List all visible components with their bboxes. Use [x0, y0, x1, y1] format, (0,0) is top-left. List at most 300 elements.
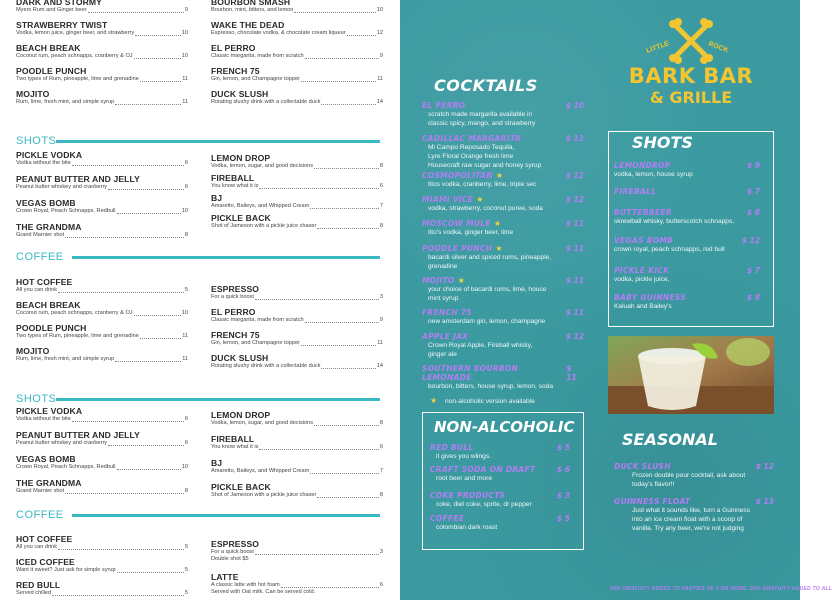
item-price: 11 — [377, 340, 383, 346]
shot-desc: crown royal, peach schnapps, red bull — [614, 246, 725, 253]
item-desc: Vodka, lemon, sugar, and good decisions — [211, 163, 314, 169]
item-price: 7 — [379, 468, 383, 474]
item-name: VEGAS BOMB — [16, 454, 76, 464]
item-desc-row — [16, 416, 188, 423]
seasonal-header — [614, 462, 774, 471]
cocktail-name-wrap — [422, 219, 501, 228]
item-name: DUCK SLUSH — [211, 89, 269, 99]
item-name: DARK AND STORMY — [16, 0, 103, 7]
cocktail-name-wrap — [422, 195, 484, 204]
menu-item — [211, 173, 383, 190]
item-desc-row — [211, 30, 383, 37]
item-name: HOT COFFEE — [16, 277, 73, 287]
shot-name: FIREBALL — [614, 187, 657, 196]
cocktail-header — [422, 195, 584, 204]
item-desc: All you can drink — [16, 544, 58, 550]
item-name: ESPRESSO — [211, 284, 260, 294]
dot-leader — [52, 595, 184, 596]
shot-item — [614, 187, 760, 196]
crossed-bones-icon — [626, 18, 756, 68]
item-name: BJ — [211, 458, 223, 468]
dot-leader — [317, 497, 378, 498]
cocktail-desc: bacardi silver and spiced rums, pineapple, — [428, 254, 552, 261]
cocktail-header — [422, 171, 584, 180]
menu-item — [211, 458, 383, 475]
item-desc: Crown Royal, Peach Schnapps, Redbull — [16, 208, 116, 214]
dot-leader — [117, 572, 184, 573]
dot-leader — [310, 208, 379, 209]
cocktail-desc: titos vodka, cranberry, lime, triple sec — [428, 181, 537, 188]
cocktail-name-wrap — [422, 364, 566, 382]
item-desc: Coconut rum, peach schnapps, cranberry & OJ — [16, 310, 133, 316]
item-desc: Myers Rum and Ginger beer — [16, 7, 87, 13]
item-name: ESPRESSO — [211, 539, 260, 549]
item-name: BEACH BREAK — [16, 43, 81, 53]
non-alcoholic-note — [430, 396, 535, 405]
shot-price: $ 8 — [746, 208, 760, 217]
item-price: 9 — [184, 7, 188, 13]
item-desc: Shot of Jameson with a pickle juice chaser — [211, 223, 317, 229]
seasonal-desc: vanilla. Try any beer, we're not judging — [632, 525, 744, 532]
dot-leader — [108, 445, 184, 446]
dot-leader — [305, 58, 379, 59]
dot-leader — [259, 449, 379, 450]
item-desc-row — [211, 163, 383, 170]
item-desc-row — [16, 7, 188, 14]
cocktail-header — [422, 332, 584, 341]
item-desc: You know what it is — [211, 444, 259, 450]
dot-leader — [321, 104, 375, 105]
item-desc-row — [16, 544, 188, 551]
item-desc: Rum, lime, fresh mint, and simple syrup — [16, 99, 115, 105]
item-desc: Classic margarita, made from scratch — [211, 317, 304, 323]
item-price: 5 — [184, 590, 188, 596]
item-price: 8 — [184, 232, 188, 238]
item-desc-row — [211, 183, 383, 190]
shot-item — [614, 208, 760, 226]
item-price: 10 — [181, 53, 188, 59]
section-rule — [72, 514, 380, 517]
seasonal-price: $ 12 — [755, 462, 774, 471]
cocktail-name: POODLE PUNCH — [422, 244, 493, 253]
menu-item — [16, 534, 188, 551]
menu-item — [211, 307, 383, 324]
cocktail-item — [422, 276, 584, 303]
cocktail-price: $ 11 — [565, 276, 584, 285]
menu-item — [211, 0, 383, 14]
item-price: 10 — [181, 30, 188, 36]
item-desc: Vodka without the bite — [16, 160, 71, 166]
item-desc-row — [16, 590, 188, 597]
cocktail-desc: Mi Campo Reposado Tequila, — [428, 144, 515, 151]
menu-item — [16, 454, 188, 471]
item-name: PICKLE BACK — [211, 213, 271, 223]
gratuity-footnote: 20% GRATUITY ADDED TO PARTIES OF 6 OR MORE. 20% GRATUITY ADDED TO ALL — [610, 586, 832, 592]
item-price: 12 — [376, 30, 383, 36]
item-desc: Vodka, lemon, sugar, and good decisions — [211, 420, 314, 426]
right-shots-title: SHOTS — [632, 133, 693, 152]
shot-price: $ 12 — [741, 236, 760, 245]
star-icon: ★ — [473, 195, 484, 204]
cocktail-header — [422, 244, 584, 253]
menu-item — [211, 572, 383, 596]
item-name: HOT COFFEE — [16, 534, 73, 544]
seasonal-name: GUINNESS FLOAT — [614, 497, 691, 506]
non-alcoholic-price: $ 6 — [556, 465, 570, 474]
dot-leader — [301, 345, 376, 346]
menu-item — [211, 434, 383, 451]
item-name: THE GRANDMA — [16, 222, 82, 232]
cocktail-desc: new amsterdam gin, lemon, champagne — [428, 318, 546, 325]
menu-item — [16, 20, 188, 37]
cocktail-price: $ 12 — [565, 195, 584, 204]
dot-leader — [115, 361, 181, 362]
dot-leader — [134, 58, 181, 59]
cocktail-item — [422, 244, 584, 271]
star-icon: ★ — [492, 244, 503, 253]
item-name: PICKLE BACK — [211, 482, 271, 492]
seasonal-name: DUCK SLUSH — [614, 462, 671, 471]
non-alcoholic-price: $ 3 — [556, 491, 570, 500]
dot-leader — [88, 12, 184, 13]
item-desc-row — [16, 232, 188, 239]
star-icon: ★ — [454, 276, 466, 285]
dot-leader — [259, 188, 379, 189]
item-price: 7 — [379, 203, 383, 209]
dot-leader — [135, 35, 181, 36]
cocktail-item — [422, 332, 584, 359]
item-desc: Grand Marnier shot — [16, 232, 65, 238]
cocktail-name: MOSCOW MULE — [422, 219, 491, 228]
menu-item — [211, 539, 383, 563]
cocktails-title: COCKTAILS — [434, 76, 538, 95]
cocktail-name: EL PERRO — [422, 101, 466, 110]
item-desc: Two types of Rum, pineapple, lime and grenadine — [16, 76, 139, 82]
cocktail-desc: scratch made margarita available in — [428, 111, 533, 118]
item-price: 11 — [182, 333, 188, 339]
menu-item — [16, 478, 188, 495]
non-alcoholic-desc: coke, diet coke, sprite, dr pepper — [436, 501, 532, 508]
item-desc-row — [16, 310, 188, 317]
menu-item — [16, 277, 188, 294]
non-alcoholic-desc: root beer and more — [436, 475, 493, 482]
menu-item — [16, 198, 188, 215]
item-desc-row — [211, 363, 383, 370]
cocktail-item — [422, 364, 584, 391]
item-name: MOJITO — [16, 89, 50, 99]
menu-item — [16, 557, 188, 574]
cocktail-price: $ 11 — [565, 244, 584, 253]
item-desc-row — [16, 53, 188, 60]
item-desc-row — [16, 287, 188, 294]
section-title: SHOTS — [16, 393, 57, 405]
seasonal-header — [614, 497, 774, 506]
menu-item — [16, 150, 188, 167]
cocktail-name: MOJITO — [422, 276, 455, 285]
item-desc-row — [211, 340, 383, 347]
dot-leader — [255, 299, 379, 300]
cocktail-item — [422, 134, 584, 170]
menu-item — [211, 153, 383, 170]
cocktail-price: $ 12 — [565, 332, 584, 341]
cocktail-header — [422, 308, 584, 317]
dot-leader — [134, 315, 181, 316]
menu-item — [211, 482, 383, 499]
seasonal-item — [614, 497, 774, 533]
non-alcoholic-item — [430, 465, 570, 483]
cocktail-header — [422, 101, 584, 110]
item-price: 3 — [379, 294, 383, 300]
non-alcoholic-desc: it gives you wiings. — [436, 453, 491, 460]
menu-item — [211, 43, 383, 60]
menu-item — [211, 410, 383, 427]
item-price: 6 — [184, 160, 188, 166]
shot-price: $ 8 — [746, 293, 760, 302]
dot-leader — [255, 554, 379, 555]
bark-bar-logo — [626, 18, 756, 107]
non-alcoholic-header — [430, 514, 570, 523]
cocktail-price: $ 11 — [565, 219, 584, 228]
menu-item — [16, 430, 188, 447]
shot-header — [614, 293, 760, 302]
non-alcoholic-item — [430, 491, 570, 509]
seasonal-price: $ 13 — [755, 497, 774, 506]
item-price: 10 — [376, 7, 383, 13]
dot-leader — [314, 168, 379, 169]
item-price: 6 — [184, 440, 188, 446]
item-desc: Coconut rum, peach schnapps, cranberry & OJ — [16, 53, 133, 59]
item-desc: Shot of Jameson with a pickle juice chaser — [211, 492, 317, 498]
dot-leader — [140, 338, 181, 339]
star-icon: ★ — [490, 219, 502, 228]
item-desc-row — [16, 99, 188, 106]
item-price: 10 — [181, 310, 188, 316]
item-desc: Gin, lemon, and Champagne topper — [211, 340, 300, 346]
item-desc: Served chilled — [16, 590, 52, 596]
cocktail-name-wrap — [422, 276, 465, 285]
item-desc: Rum, lime, fresh mint, and simple syrup — [16, 356, 115, 362]
cocktail-header — [422, 134, 584, 143]
cocktail-item — [422, 101, 584, 128]
cocktail-price: $ 11 — [565, 308, 584, 317]
seasonal-desc: today's flavor!! — [632, 481, 675, 488]
cocktail-name-wrap — [422, 171, 503, 180]
shot-name: PICKLE KICK — [614, 266, 670, 275]
item-name: POODLE PUNCH — [16, 66, 87, 76]
dot-leader — [108, 189, 184, 190]
item-name: PEANUT BUTTER AND JELLY — [16, 430, 140, 440]
cocktail-item — [422, 195, 584, 213]
item-name: PEANUT BUTTER AND JELLY — [16, 174, 140, 184]
cocktail-desc: tito's vodka, ginger beer, lime — [428, 229, 514, 236]
item-name: VEGAS BOMB — [16, 198, 76, 208]
shot-header — [614, 236, 760, 245]
dot-leader — [317, 228, 378, 229]
cocktail-desc: Housecraft raw sugar and honey syrup — [428, 162, 542, 169]
menu-item — [16, 300, 188, 317]
item-price: 8 — [379, 420, 383, 426]
item-desc: Vodka without the bite — [16, 416, 71, 422]
item-name: LEMON DROP — [211, 153, 271, 163]
shot-name: LEMONDROP — [614, 161, 671, 170]
item-desc: Grand Marnier shot — [16, 488, 65, 494]
cocktail-desc: Lyre Floral Orange fresh lime — [428, 153, 514, 160]
cocktail-name-wrap — [422, 308, 472, 317]
section-rule — [72, 256, 380, 259]
logo-little: LITTLE — [645, 40, 671, 55]
dot-leader — [294, 12, 375, 13]
shot-header — [614, 266, 760, 275]
seasonal-title: SEASONAL — [622, 430, 718, 449]
item-name: PICKLE VODKA — [16, 406, 83, 416]
item-name: FIREBALL — [211, 173, 255, 183]
item-name: BJ — [211, 193, 223, 203]
non-alcoholic-item — [430, 443, 570, 461]
item-desc: Vodka, lemon juice, ginger beer, and strawberry — [16, 30, 135, 36]
item-price: 11 — [182, 356, 188, 362]
item-desc-row — [16, 440, 188, 447]
seasonal-desc: Just what it sounds like, turn a Guinness — [632, 507, 751, 514]
item-desc-row — [211, 492, 383, 499]
item-desc: Peanut butter whiskey and cranberry — [16, 184, 108, 190]
menu-item — [16, 89, 188, 106]
item-name: LATTE — [211, 572, 239, 582]
item-name: BOURBON SMASH — [211, 0, 291, 7]
cocktail-price: $ 10 — [565, 101, 584, 110]
margarita-photo — [608, 336, 774, 414]
cocktail-price: $ 12 — [565, 171, 584, 180]
dot-leader — [301, 81, 376, 82]
item-desc: Crown Royal, Peach Schnapps, Redbull — [16, 464, 116, 470]
item-desc: Two types of Rum, pineapple, lime and grenadine — [16, 333, 139, 339]
dot-leader — [115, 104, 181, 105]
seasonal-desc: Frozen double pour cocktail, ask about — [632, 472, 746, 479]
non-alcoholic-name: COFFEE — [430, 514, 465, 523]
cocktail-item — [422, 308, 584, 326]
item-price: 14 — [376, 99, 383, 105]
cocktail-name: FRENCH 75 — [422, 308, 472, 317]
menu-item — [211, 213, 383, 230]
non-alcoholic-header — [430, 491, 570, 500]
star-icon: ★ — [492, 171, 504, 180]
cocktail-header — [422, 219, 584, 228]
item-name: RED BULL — [16, 580, 61, 590]
item-desc-row — [211, 468, 383, 475]
shot-price: $ 7 — [746, 187, 760, 196]
menu-item — [16, 222, 188, 239]
item-name: FRENCH 75 — [211, 66, 260, 76]
item-desc: Rotating slushy drink with a collectable duck — [211, 99, 321, 105]
dot-leader — [117, 213, 181, 214]
item-desc-row — [16, 208, 188, 215]
menu-item — [16, 346, 188, 363]
dot-leader — [72, 165, 184, 166]
cocktail-item — [422, 171, 584, 189]
item-price: 10 — [181, 464, 188, 470]
non-alcoholic-note-text: non-alcoholic version available — [445, 398, 535, 405]
cocktail-name: SOUTHERN BOURBON LEMONADE — [422, 364, 519, 382]
item-desc-row — [211, 549, 383, 556]
shot-item — [614, 266, 760, 284]
item-price: 14 — [376, 363, 383, 369]
shot-desc: Kaluah and Bailey's — [614, 303, 672, 310]
section-title: COFFEE — [16, 251, 64, 263]
cocktail-desc: mint syrup — [428, 295, 459, 302]
seasonal-desc: into an ice cream float with a scoop of — [632, 516, 743, 523]
item-price: 8 — [184, 488, 188, 494]
menu-item — [16, 174, 188, 191]
item-name: ICED COFFEE — [16, 557, 75, 567]
item-desc-row — [16, 464, 188, 471]
non-alcoholic-price: $ 5 — [556, 443, 570, 452]
item-desc-row — [16, 160, 188, 167]
item-price: 3 — [379, 549, 383, 555]
cocktail-desc: Crown Royal Apple, Fireball whisky, — [428, 342, 533, 349]
shot-desc: vodka, lemon, house syrup — [614, 171, 693, 178]
section-rule — [56, 398, 380, 401]
dot-leader — [58, 549, 184, 550]
cocktail-desc: your choice of bacardi rums, lime, house — [428, 286, 547, 293]
item-desc-row — [211, 294, 383, 301]
item-price: 11 — [182, 76, 188, 82]
shot-name: BABY GUINNESS — [614, 293, 687, 302]
item-desc-row — [16, 333, 188, 340]
menu-item — [16, 580, 188, 597]
item-price: 11 — [377, 76, 383, 82]
cocktail-header — [422, 364, 584, 382]
menu-item — [211, 20, 383, 37]
item-desc-row — [16, 184, 188, 191]
item-price: 5 — [184, 544, 188, 550]
item-name: FRENCH 75 — [211, 330, 260, 340]
logo-grille: & GRILLE — [649, 88, 733, 107]
dot-leader — [347, 35, 376, 36]
menu-item — [211, 193, 383, 210]
item-desc-row — [211, 203, 383, 210]
item-price: 8 — [379, 492, 383, 498]
item-desc: A classic latte with hot foam — [211, 582, 280, 588]
shot-price: $ 7 — [746, 266, 760, 275]
item-name: BEACH BREAK — [16, 300, 81, 310]
item-price: 6 — [379, 582, 383, 588]
item-name: THE GRANDMA — [16, 478, 82, 488]
non-alcoholic-item — [430, 514, 570, 532]
cocktail-name: COSMOPOLITAN — [422, 171, 493, 180]
non-alcoholic-desc: colombian dark roast — [436, 524, 498, 531]
item-desc-row — [211, 420, 383, 427]
item-desc: All you can drink — [16, 287, 58, 293]
item-desc-row — [16, 356, 188, 363]
item-desc: Classic margarita, made from scratch — [211, 53, 304, 59]
menu-item — [211, 66, 383, 83]
item-name: LEMON DROP — [211, 410, 271, 420]
dot-leader — [65, 493, 184, 494]
menu-item — [16, 43, 188, 60]
section-title: SHOTS — [16, 135, 57, 147]
cocktail-item — [422, 219, 584, 237]
menu-item — [211, 353, 383, 370]
item-price: 9 — [379, 53, 383, 59]
menu-item — [16, 66, 188, 83]
item-desc-row — [211, 444, 383, 451]
dot-leader — [140, 81, 181, 82]
dot-leader — [314, 425, 379, 426]
menu-item — [211, 89, 383, 106]
item-price: 6 — [379, 444, 383, 450]
item-price: 6 — [379, 183, 383, 189]
item-price: 10 — [181, 208, 188, 214]
non-alcoholic-name: COKE PRODUCTS — [430, 491, 506, 500]
